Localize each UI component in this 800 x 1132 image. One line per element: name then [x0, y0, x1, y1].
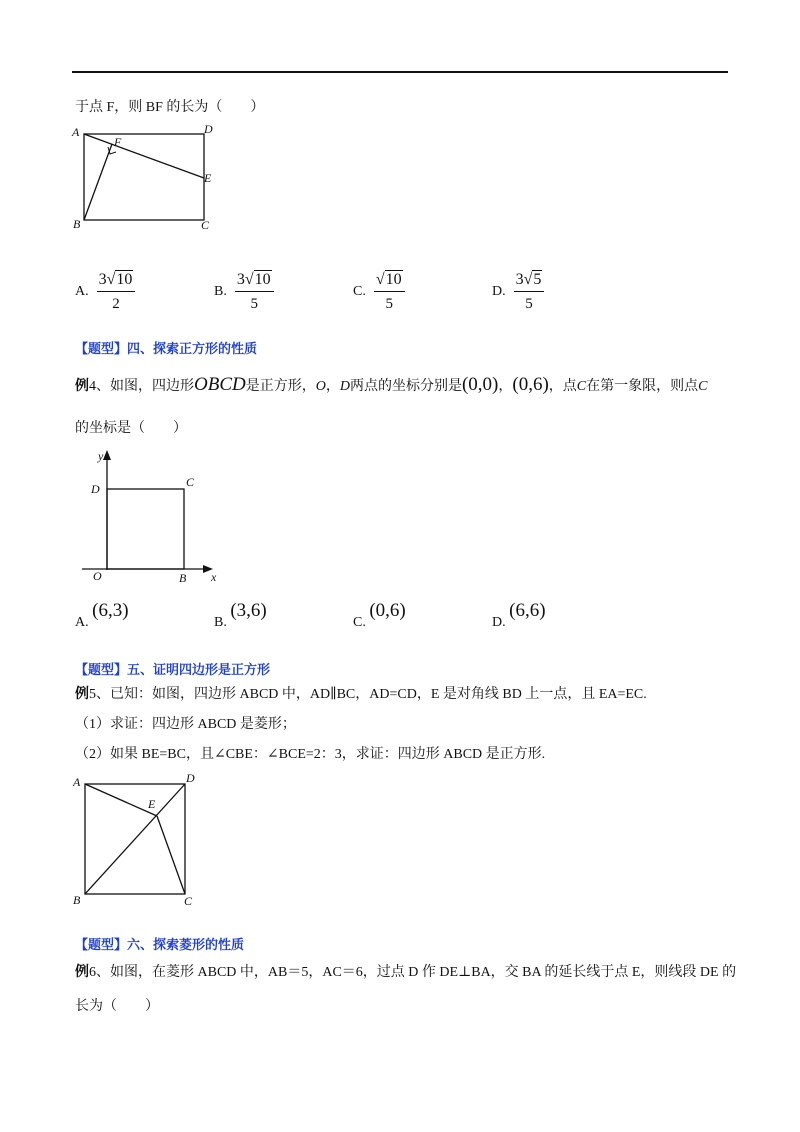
header-rule — [72, 71, 728, 73]
label-b: B — [73, 217, 81, 231]
label-o: O — [93, 569, 102, 583]
label-c: C — [201, 218, 210, 232]
label-d: D — [204, 122, 213, 136]
label-y: y — [98, 449, 104, 463]
label-c: C — [184, 894, 193, 908]
choice-c[interactable]: C. (0,6) — [353, 600, 406, 630]
example-5-part1: （1）求证：四边形 ABCD 是菱形； — [75, 717, 296, 732]
label-b: B — [73, 893, 81, 907]
choice-d[interactable]: D. $\frac{3√5}{5}$ — [492, 270, 544, 314]
choice-a[interactable]: A. (6,3) — [75, 600, 129, 630]
example-5-line1: 例5、已知：如图，四边形 ABCD 中，AD∥BC，AD=CD，E 是对角线 BD 上一点，且 EA=EC. — [75, 687, 647, 702]
example-6-line1: 例6、如图，在菱形 ABCD 中，AB＝5，AC＝6，过点 D 作 DE⊥BA，交 BA 的延长线于点 E，则线段 DE 的 — [75, 965, 737, 980]
label-e: E — [204, 171, 212, 185]
label-a: A — [73, 775, 81, 789]
question-text: 于点 F，则 BF 的长为（ ） — [75, 100, 265, 115]
section-heading-6: 【题型】六、探索菱形的性质 — [75, 938, 245, 953]
label-f: F — [114, 135, 122, 149]
label-x: x — [211, 570, 217, 584]
example-5-part2: （2）如果 BE=BC，且∠CBE：∠BCE=2：3，求证：四边形 ABCD 是正方形. — [75, 747, 546, 762]
label-d: D — [186, 771, 195, 785]
label-a: A — [72, 125, 80, 139]
label-d: D — [91, 482, 100, 496]
square-diagonal-figure — [70, 770, 210, 910]
choice-d[interactable]: D. (6,6) — [492, 600, 546, 630]
label-b: B — [179, 571, 187, 585]
choice-a[interactable]: A. $\frac{3√10}{2}$ — [75, 270, 135, 314]
section-heading-4: 【题型】四、探索正方形的性质 — [75, 342, 258, 357]
choice-b[interactable]: B. $\frac{3√10}{5}$ — [214, 270, 274, 314]
section-heading-5: 【题型】五、证明四边形是正方形 — [75, 663, 271, 678]
example-6-line2: 长为（ ） — [75, 999, 159, 1014]
label-e: E — [148, 797, 156, 811]
rectangle-figure — [70, 122, 220, 234]
choice-b[interactable]: B. (3,6) — [214, 600, 267, 630]
example-4-line2: 的坐标是（ ） — [75, 421, 187, 436]
example-4-line1: 例4、如图，四边形OBCD是正方形，O，D两点的坐标分别是(0,0)，(0,6)，点C在第一象限，则点C — [75, 374, 708, 395]
coordinate-square-figure — [80, 448, 230, 586]
label-c: C — [186, 475, 195, 489]
choice-c[interactable]: C. $\frac{√10}{5}$ — [353, 270, 405, 314]
